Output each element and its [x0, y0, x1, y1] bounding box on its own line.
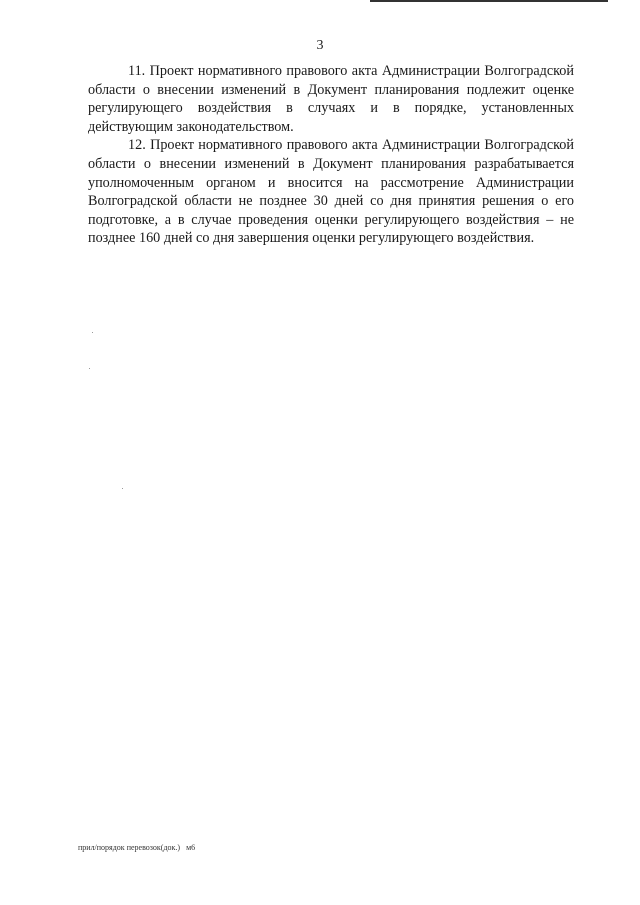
paragraph-11: 11. Проект нормативного правового акта Администрации Волгоградской области о внесении изменений в Документ планирования подлежит оценке регулирующего воздействия в случаях и в порядке, установленных действующим законодательством.: [88, 63, 574, 135]
scan-speck: [92, 332, 93, 333]
top-edge-rule: [370, 0, 608, 2]
scan-speck: [122, 488, 123, 489]
scan-speck: [89, 368, 90, 369]
page-number: 3: [316, 38, 324, 53]
document-body: [88, 62, 574, 248]
footer-file-code: прил/порядок перевозок(док.) м6: [78, 843, 196, 852]
paragraph-12: 12. Проект нормативного правового акта Администрации Волгоградской области о внесении изменений в Документ планирования разрабатывается уполномоченным органом и вносится на рассмотрение Администрации Волгоградской области не позднее 30 дней со дня принятия решения о его подготовке, а в случае проведения оценки регулирующего воздействия – не позднее 160 дней со дня завершения оценки регулирующего воздействия.: [88, 137, 574, 247]
